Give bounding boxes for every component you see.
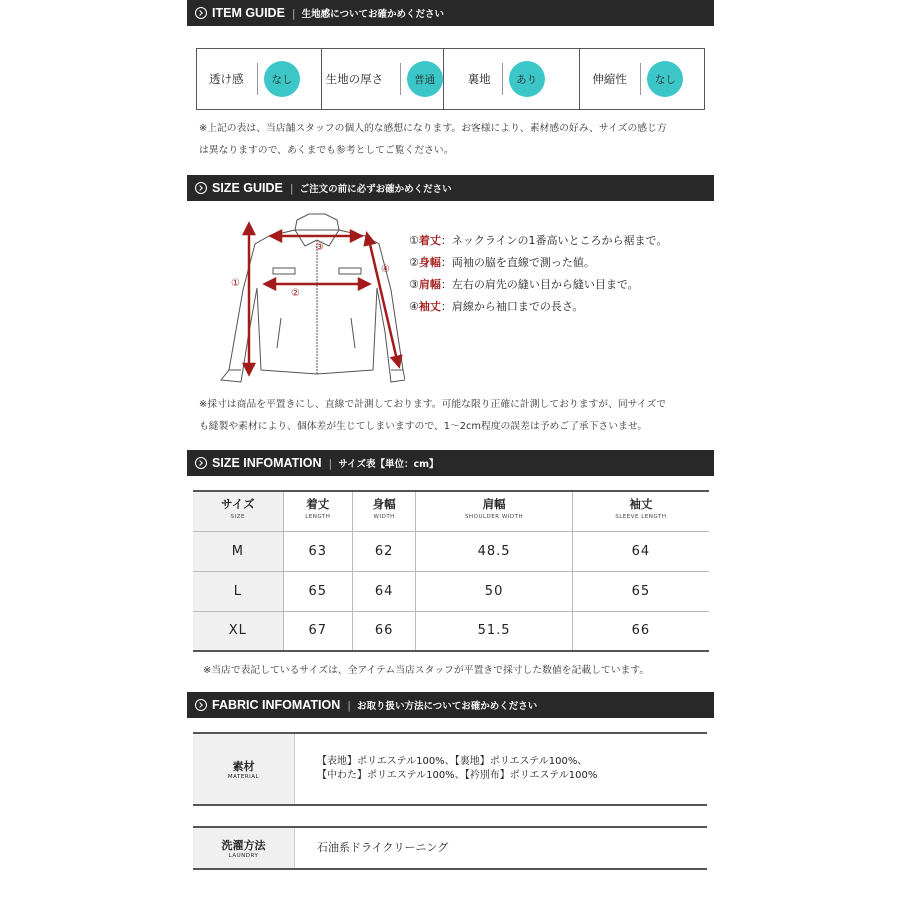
header-cell: 身幅 WIDTH [352,491,415,531]
legend-item: ①着丈：ネックラインの1番高いところから裾まで。 [409,234,668,247]
section-title: FABRIC INFOMATION [212,698,341,712]
header-cell: 肩幅 SHOULDER WIDTH [416,491,572,531]
item-guide-label: 透け感 [209,72,244,86]
marker-width: ② [291,288,300,299]
laundry-value: 石油系ドライクリーニング [317,841,449,854]
header-cell: 着丈 LENGTH [283,491,352,531]
legend-item: ④袖丈：肩線から袖口までの長さ。 [409,300,584,313]
material-row [193,732,707,806]
section-title: SIZE GUIDE [212,181,283,195]
section-subtitle: ご注文の前に必ずお確かめください [299,184,452,195]
item-guide-badge: 普通 [407,61,443,97]
legend-item: ②身幅：両袖の脇を直線で測った値。 [409,256,595,269]
section-subtitle: お取り扱い方法についてお確かめください [356,701,538,712]
table-row: XL 67 66 51.5 66 [193,611,709,651]
section-subtitle: 生地感についてお確かめください [301,9,444,20]
jacket-diagram [215,210,405,385]
header-cell: サイズ SIZE [193,491,283,531]
item-guide-note: ※上記の表は、当店舗スタッフの個人的な感想になります。お客様により、素材感の好み、サイズの感じ方 は異なりますので、あくまでも参考としてご覧ください。 [199,123,667,156]
table-row: M 63 62 48.5 64 [193,531,709,571]
section-title: ITEM GUIDE [212,6,285,20]
size-info-note: ※当店で表記しているサイズは、全アイテム当店スタッフが平置きで採寸した数値を記載しています。 [203,665,650,676]
size-table [193,490,709,652]
size-guide-note: ※採寸は商品を平置きにし、直線で計測しております。可能な限り正確に計測しておりますが、同サイズで も縫製や素材により、個体差が生じてしまいますので、1〜2cm程度の誤差は予めご了承下さいませ。 [199,399,667,432]
item-guide-badge: なし [264,61,300,97]
item-guide-cell [580,49,704,109]
chevron-right-icon [195,182,207,194]
marker-shoulder: ③ [315,242,324,253]
item-guide-header: ITEM GUIDE | 生地感についてお確かめください [187,0,714,26]
chevron-right-icon [195,7,207,19]
table-row: L 65 64 50 65 [193,571,709,611]
item-guide-cell [197,49,322,109]
item-guide-badge: なし [647,61,683,97]
legend-item: ③肩幅：左右の肩先の縫い目から縫い目まで。 [409,278,639,291]
item-guide-cell [444,49,581,109]
item-guide-label: 伸縮性 [592,72,627,86]
section-subtitle: サイズ表【単位：cm】 [338,459,439,470]
material-label: 素材 MATERIAL [193,734,295,804]
marker-length: ① [231,278,240,289]
item-guide-table [196,48,705,110]
chevron-right-icon [195,699,207,711]
marker-sleeve: ④ [381,264,390,275]
material-value: 【表地】ポリエステル100%、【裏地】ポリエステル100%、 【中わた】ポリエステル100%、【衿別布】ポリエステル100% [317,756,598,781]
item-guide-cell [322,49,444,109]
section-title: SIZE INFOMATION [212,456,322,470]
item-guide-label: 生地の厚さ [325,72,384,86]
laundry-label: 洗濯方法 LAUNDRY [193,828,295,868]
chevron-right-icon [195,457,207,469]
size-guide-header: SIZE GUIDE | ご注文の前に必ずお確かめください [187,175,714,201]
item-guide-badge: あり [509,61,545,97]
header-cell: 袖丈 SLEEVE LENGTH [572,491,709,531]
item-guide-label: 裏地 [467,72,491,86]
fabric-info-header: FABRIC INFOMATION | お取り扱い方法についてお確かめください [187,692,714,718]
table-header-row [193,491,709,531]
laundry-row [193,826,707,870]
size-info-header: SIZE INFOMATION | サイズ表【単位：cm】 [187,450,714,476]
